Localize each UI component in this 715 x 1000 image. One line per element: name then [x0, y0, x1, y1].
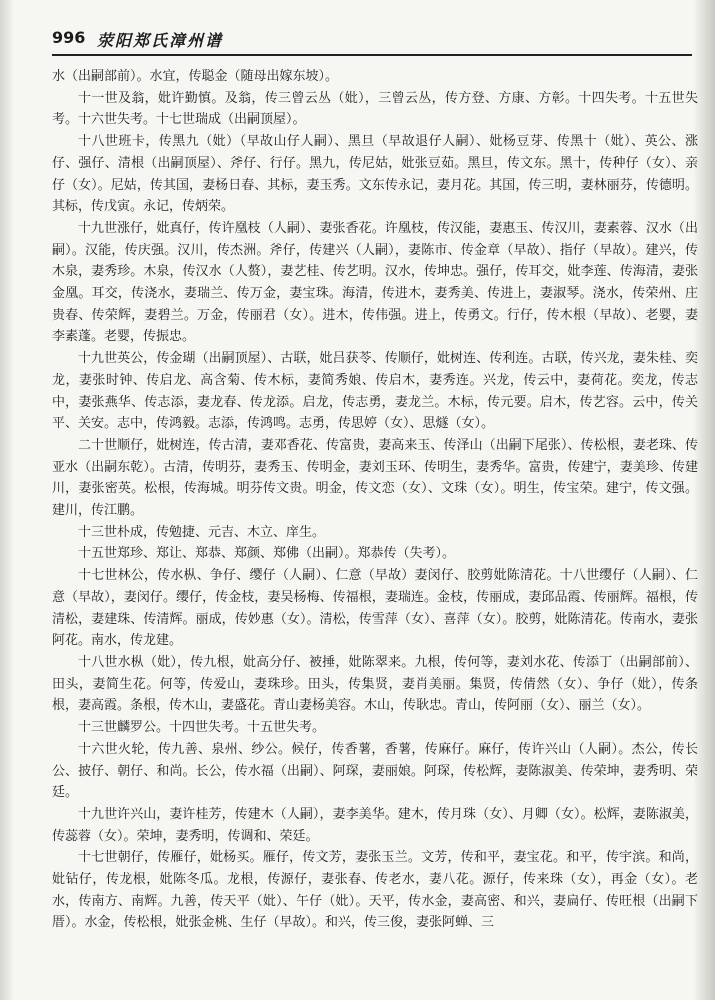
page-number: 996: [52, 28, 86, 47]
page-header: [52, 22, 692, 56]
page-edge-shadow-left: [0, 0, 14, 1000]
genealogy-text: [52, 66, 698, 934]
paragraph: 十八世水枞（妣），传九根，妣高分仔、被捶，妣陈翠来。九根，传何等，妻刘水花、传添丁（出嗣部前）、田头，妻简生花。何等，传爱山，妻珠珍。田头，传集贤，妻肖美丽。集贤，传倩然（女）、争仔（妣），传条根，妻高霞。条根，传木山，妻盛花。青山妻杨美容。木山，传耿忠。青山，传阿丽（女）、丽兰（女）。: [52, 654, 698, 714]
paragraph: 水（出嗣部前）。水宜，传聪金（随母出嫁东坡）。: [52, 69, 339, 84]
paragraph: 十七世朝仔，传雁仔，妣杨买。雁仔，传文芳，妻张玉兰。文芳，传和平，妻宝花。和平，传宇滨。和尚，妣钻仔，传龙根，妣陈冬瓜。龙根，传源仔，妻张春、传老水，妻八花。源仔，传来珠（女），再金（女）。老水，传南方、南辉。九善，传天平（妣）、午仔（妣）。天平，传水金，妻高密、和兴，妻扁仔、传旺根（出嗣下厝）。水金，传松根，妣张金桃、生仔（早故）。和兴，传三俊，妻张阿蝉、三: [52, 850, 698, 931]
book-title: 荥阳郑氏漳州谱: [97, 31, 224, 50]
paragraph: 十一世及翁，妣许勤慎。及翁，传三曾云丛（妣），三曾云丛，传方登、方康、方彰。十四失考。十五世失考。十六世失考。十七世瑞成（出嗣顶屋）。: [52, 90, 698, 128]
paragraph: 十三世朴成，传勉捷、元吉、木立、庠生。: [78, 524, 326, 540]
paragraph: 十三世麟罗公。十四世失考。十五世失考。: [78, 720, 326, 736]
header-rule: [52, 54, 692, 56]
paragraph: 十九世涨仔，妣真仔，传许凰枝（人嗣）、妻张香花。许凰枝，传汉能，妻惠玉、传汉川，妻素蓉、汉水（出嗣）。汉能，传庆强。汉川，传杰洲。斧仔，传建兴（人嗣），妻陈市、传金章（早故）、指仔（早故）。建兴，传木泉，妻秀珍。木泉，传汉水（人赘），妻艺桂、传艺明。汉水，传坤忠。强仔，传耳交，妣李莲、传海清，妻张金凰。耳交，传浇水，妻瑞兰、传万金，妻宝珠。海清，传进木，妻秀美、传进上，妻淑琴。浇水，传荣州、庄贵春、传荣辉，妻碧兰。万金，传丽君（女）。进木，传伟强。进上，传勇文。行仔，传木根（早故）、老婴，妻李素蓬。老婴，传振忠。: [52, 220, 698, 345]
paragraph: 十五世郑珍、郑让、郑恭、郑颜、郑佛（出嗣）。郑恭传（失考）。: [78, 546, 456, 562]
paragraph: 十九世英公，传金瑚（出嗣顶屋）、古联，妣吕获苓、传顺仔，妣树连、传利连。古联，传兴龙，妻朱桂、奕龙，妻张时钟、传启龙、高含菊、传木标，妻简秀娘、传启木，妻秀连。兴龙，传云中，妻荷花。奕龙，传志中，妻张燕华、传志添，妻龙春、传龙添。启龙，传志勇，妻龙兰。木标，传元要。启木，传艺容。云中，传关平、关安。志中，传鸿毅。志添，传鸿鸣。志勇，传思婷（女）、思燧（女）。: [52, 351, 698, 432]
paragraph: 十七世林公，传水枞、争仔、缨仔（人嗣）、仁意（早故）妻闵仔、胶剪妣陈清花。十八世缨仔（人嗣）、仁意（早故），妻闵仔。缨仔，传金枝，妻吴杨梅、传福根，妻瑞连。金枝，传丽成，妻邱品霞、传丽辉。福根，传清松，妻建珠、传清辉。丽成，传妙惠（女）。清松，传雪萍（女）、喜萍（女）。胶剪，妣陈清花。传南水，妻张阿花。南水，传龙建。: [52, 568, 698, 649]
paragraph: 十八世班卡，传黑九（妣）（早故山仔人嗣）、黑旦（早故退仔人嗣）、妣杨豆芽、传黑十（妣）、英公、涨仔、强仔、清根（出嗣顶屋）、斧仔、行仔。黑九，传尼姑，妣张豆茹。黑旦，传文东。黑十，传种仔（女）、亲仔（女）。尼姑，传其国，妻杨日春、其标，妻玉秀。文东传永记，妻月花。其国，传三明，妻林丽芬，传德明。其标，传戊寅。永记，传炳荣。: [52, 134, 698, 215]
paragraph: 十六世火轮，传九善、泉州、纱公。候仔，传香薯，香薯，传麻仔。麻仔，传许兴山（人嗣）。杰公，传长公、披仔、朝仔、和尚。长公，传水福（出嗣）、阿琛，妻丽娘。阿琛，传松辉，妻陈淑美、传荣坤，妻秀明、荣廷。: [52, 741, 698, 801]
paragraph: 二十世顺仔，妣树连，传古清，妻邓香花、传富贵，妻高来玉、传泽山（出嗣下尾张）、传松根，妻老珠、传亚水（出嗣东乾）。古清，传明芬，妻秀玉、传明金，妻刘玉环、传明生，妻秀华。富贵，传建宁，妻美珍、传建川，妻张密英。松根，传海城。明芬传文贵。明金，传文恋（女）、文珠（女）。明生，传宝荣。建宁，传文强。建川，传江鹏。: [52, 437, 698, 519]
paragraph: 十九世许兴山，妻许桂芳，传建木（人嗣），妻李美华。建木，传月珠（女）、月卿（女）。松辉，妻陈淑美，传蕊蓉（女）。荣坤，妻秀明，传调和、荣廷。: [52, 806, 698, 844]
